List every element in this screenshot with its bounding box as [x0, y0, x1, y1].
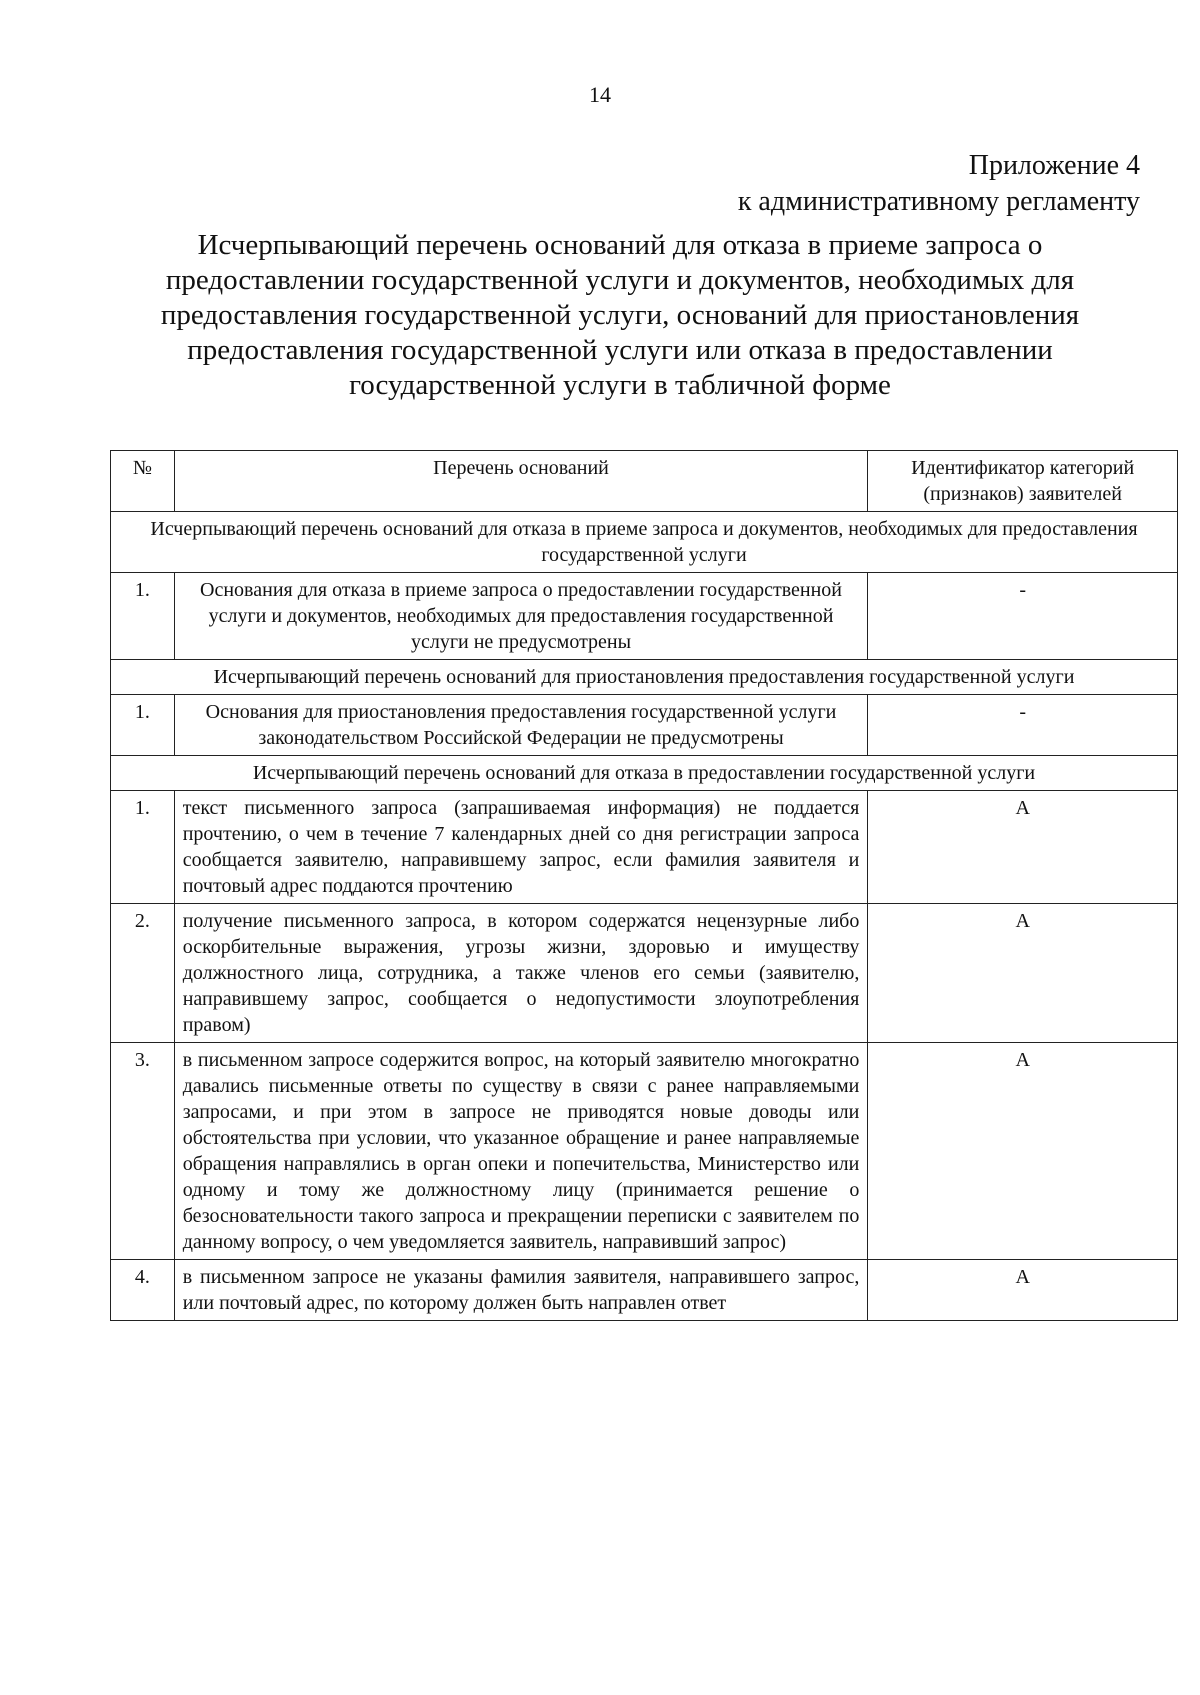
page-number: 14 — [589, 82, 611, 107]
grounds-table — [110, 450, 1178, 1321]
section-title: Исчерпывающий перечень оснований для приостановления предоставления государственной услуги — [111, 660, 1178, 695]
row-number: 1. — [111, 695, 175, 756]
row-text: получение письменного запроса, в котором содержатся нецензурные либо оскорбительные выражения, угрозы жизни, здоровью и имуществу должностного лица, сотрудника, а также членов его семьи (заявителю, направившему запрос, сообщается о недопустимости злоупотребления правом) — [174, 904, 868, 1043]
table-row — [111, 695, 1178, 756]
header-num: № — [111, 451, 175, 512]
row-number: 1. — [111, 573, 175, 660]
document-title: Исчерпывающий перечень оснований для отказа в приеме запроса о предоставлении государственной услуги и документов, необходимых для предоставления государственной услуги, оснований для приостановления предоставления государственной услуги или отказа в предоставлении государственной услуги в табличной форме — [160, 229, 1080, 401]
appendix-line-1: Приложение 4 — [968, 150, 1140, 181]
appendix-heading — [738, 148, 1140, 220]
section-title-row — [111, 512, 1178, 573]
row-identifier: А — [868, 1043, 1178, 1260]
row-text: в письменном запросе содержится вопрос, на который заявителю многократно давались письменные ответы по существу в связи с ранее направляемыми запросами, и при этом в запросе не приводятся новые доводы или обстоятельства при условии, что указанное обращение и ранее направляемые обращения направлялись в орган опеки и попечительства, Министерство или одному и тому же должностному лицу (принимается решение о безосновательности такого запроса и прекращении переписки с заявителем по данному вопросу, о чем уведомляется заявитель, направивший запрос) — [174, 1043, 868, 1260]
row-text: текст письменного запроса (запрашиваемая информация) не поддается прочтению, о чем в течение 7 календарных дней со дня регистрации запроса сообщается заявителю, направившему запрос, если фамилия заявителя и почтовый адрес поддаются прочтению — [174, 791, 868, 904]
table-row — [111, 791, 1178, 904]
section-title-row — [111, 756, 1178, 791]
table-row — [111, 1043, 1178, 1260]
row-text: Основания для отказа в приеме запроса о предоставлении государственной услуги и документов, необходимых для предоставления государственной услуги не предусмотрены — [174, 573, 868, 660]
table-row — [111, 1260, 1178, 1321]
header-grounds: Перечень оснований — [174, 451, 868, 512]
section-title-row — [111, 660, 1178, 695]
row-identifier: А — [868, 791, 1178, 904]
table-header-row — [111, 451, 1178, 512]
row-text: Основания для приостановления предоставления государственной услуги законодательством Российской Федерации не предусмотрены — [174, 695, 868, 756]
row-identifier: А — [868, 904, 1178, 1043]
table-row — [111, 904, 1178, 1043]
section-title: Исчерпывающий перечень оснований для отказа в приеме запроса и документов, необходимых для предоставления государственной услуги — [111, 512, 1178, 573]
section-title: Исчерпывающий перечень оснований для отказа в предоставлении государственной услуги — [111, 756, 1178, 791]
row-number: 3. — [111, 1043, 175, 1260]
row-text: в письменном запросе не указаны фамилия заявителя, направившего запрос, или почтовый адрес, по которому должен быть направлен ответ — [174, 1260, 868, 1321]
row-identifier: - — [868, 573, 1178, 660]
appendix-line-2: к административному регламенту — [737, 186, 1140, 217]
header-identifier: Идентификатор категорий (признаков) заявителей — [868, 451, 1178, 512]
row-identifier: А — [868, 1260, 1178, 1321]
table-row — [111, 573, 1178, 660]
row-number: 1. — [111, 791, 175, 904]
row-number: 2. — [111, 904, 175, 1043]
row-number: 4. — [111, 1260, 175, 1321]
row-identifier: - — [868, 695, 1178, 756]
